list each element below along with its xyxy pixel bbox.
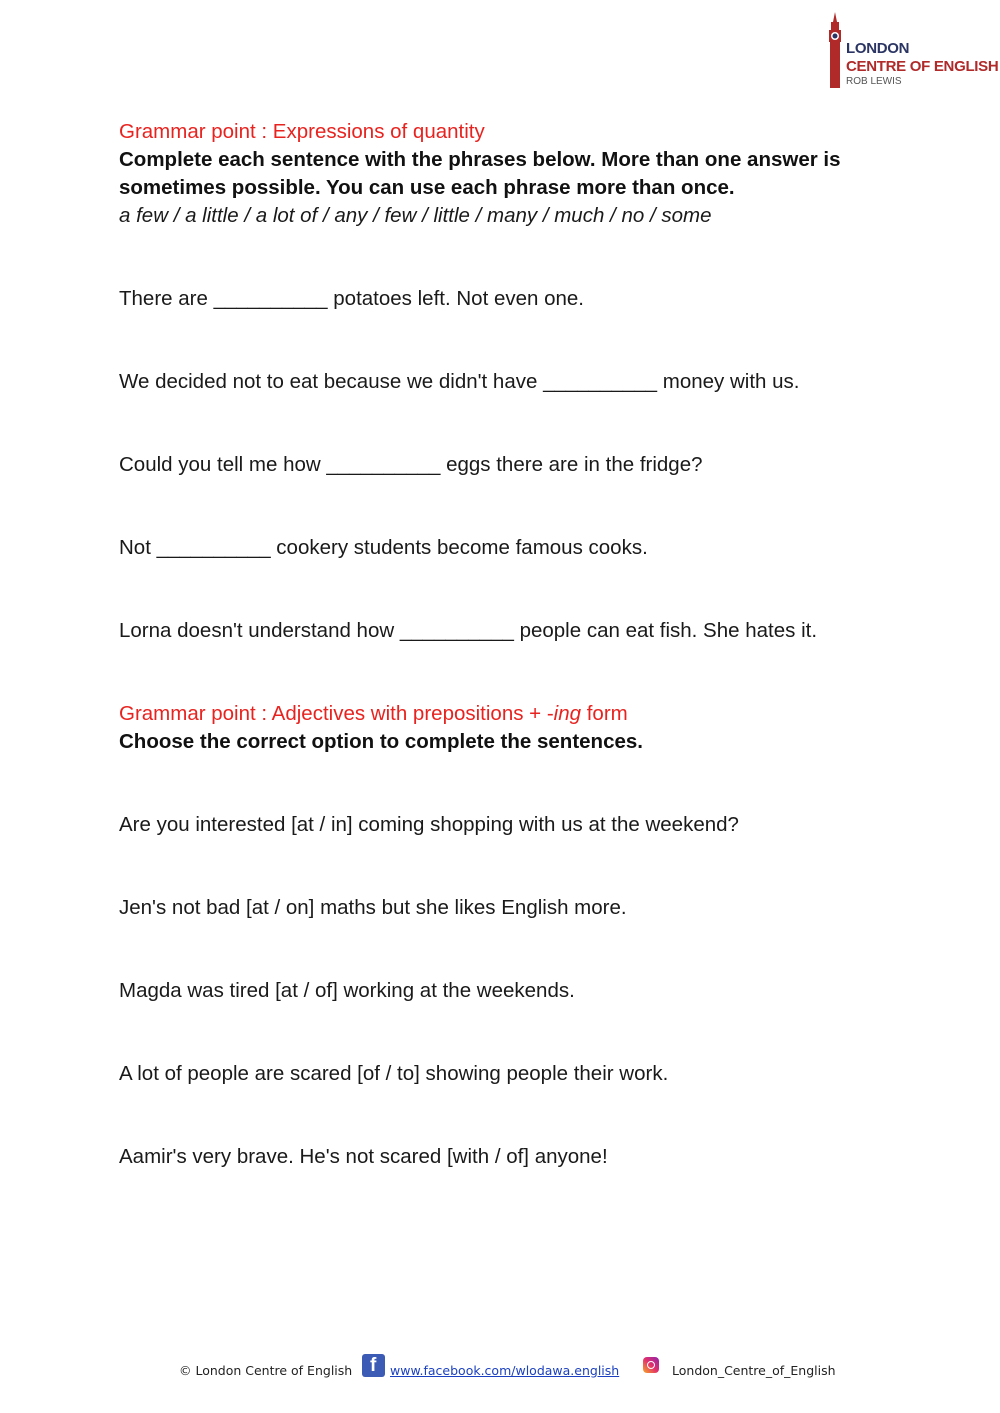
quantity-sentence-2: We decided not to eat because we didn't have __________ money with us. (119, 370, 800, 393)
quantity-sentence-4: Not __________ cookery students become famous cooks. (119, 536, 648, 559)
instagram-icon (643, 1357, 659, 1373)
worksheet-content (119, 118, 889, 1171)
logo-line-centre: CENTRE OF ENGLISH (846, 58, 999, 75)
section2-instruction: Choose the correct option to complete the sentences. (119, 730, 643, 753)
big-ben-icon (826, 12, 844, 88)
quantity-sentence-1: There are __________ potatoes left. Not even one. (119, 287, 585, 310)
quantity-sentence-5: Lorna doesn't understand how __________ people can eat fish. She hates it. (119, 619, 818, 642)
copyright-text: © London Centre of English (179, 1363, 353, 1378)
preposition-sentence-4: A lot of people are scared [of / to] showing people their work. (119, 1062, 669, 1085)
preposition-sentence-2: Jen's not bad [at / on] maths but she likes English more. (119, 896, 627, 919)
london-centre-logo (826, 12, 999, 92)
section1-heading: Grammar point : Expressions of quantity (119, 120, 485, 143)
quantity-sentence-3: Could you tell me how __________ eggs there are in the fridge? (119, 453, 703, 476)
section1-instruction: Complete each sentence with the phrases below. More than one answer is sometimes possible. You can use each phrase more than once. (119, 148, 841, 199)
facebook-icon: f (362, 1354, 385, 1377)
logo-line-author: ROB LEWIS (846, 76, 902, 87)
phrase-bank: a few / a little / a lot of / any / few / little / many / much / no / some (119, 204, 712, 227)
facebook-link[interactable]: www.facebook.com/wlodawa.english (390, 1363, 620, 1378)
section2-heading: Grammar point : Adjectives with prepositions + -ing form (119, 702, 628, 725)
preposition-sentence-3: Magda was tired [at / of] working at the weekends. (119, 979, 575, 1002)
instagram-handle: London_Centre_of_English (672, 1363, 836, 1378)
preposition-sentence-1: Are you interested [at / in] coming shopping with us at the weekend? (119, 813, 739, 836)
logo-line-london: LONDON (846, 40, 910, 57)
preposition-sentence-5: Aamir's very brave. He's not scared [with / of] anyone! (119, 1145, 608, 1168)
